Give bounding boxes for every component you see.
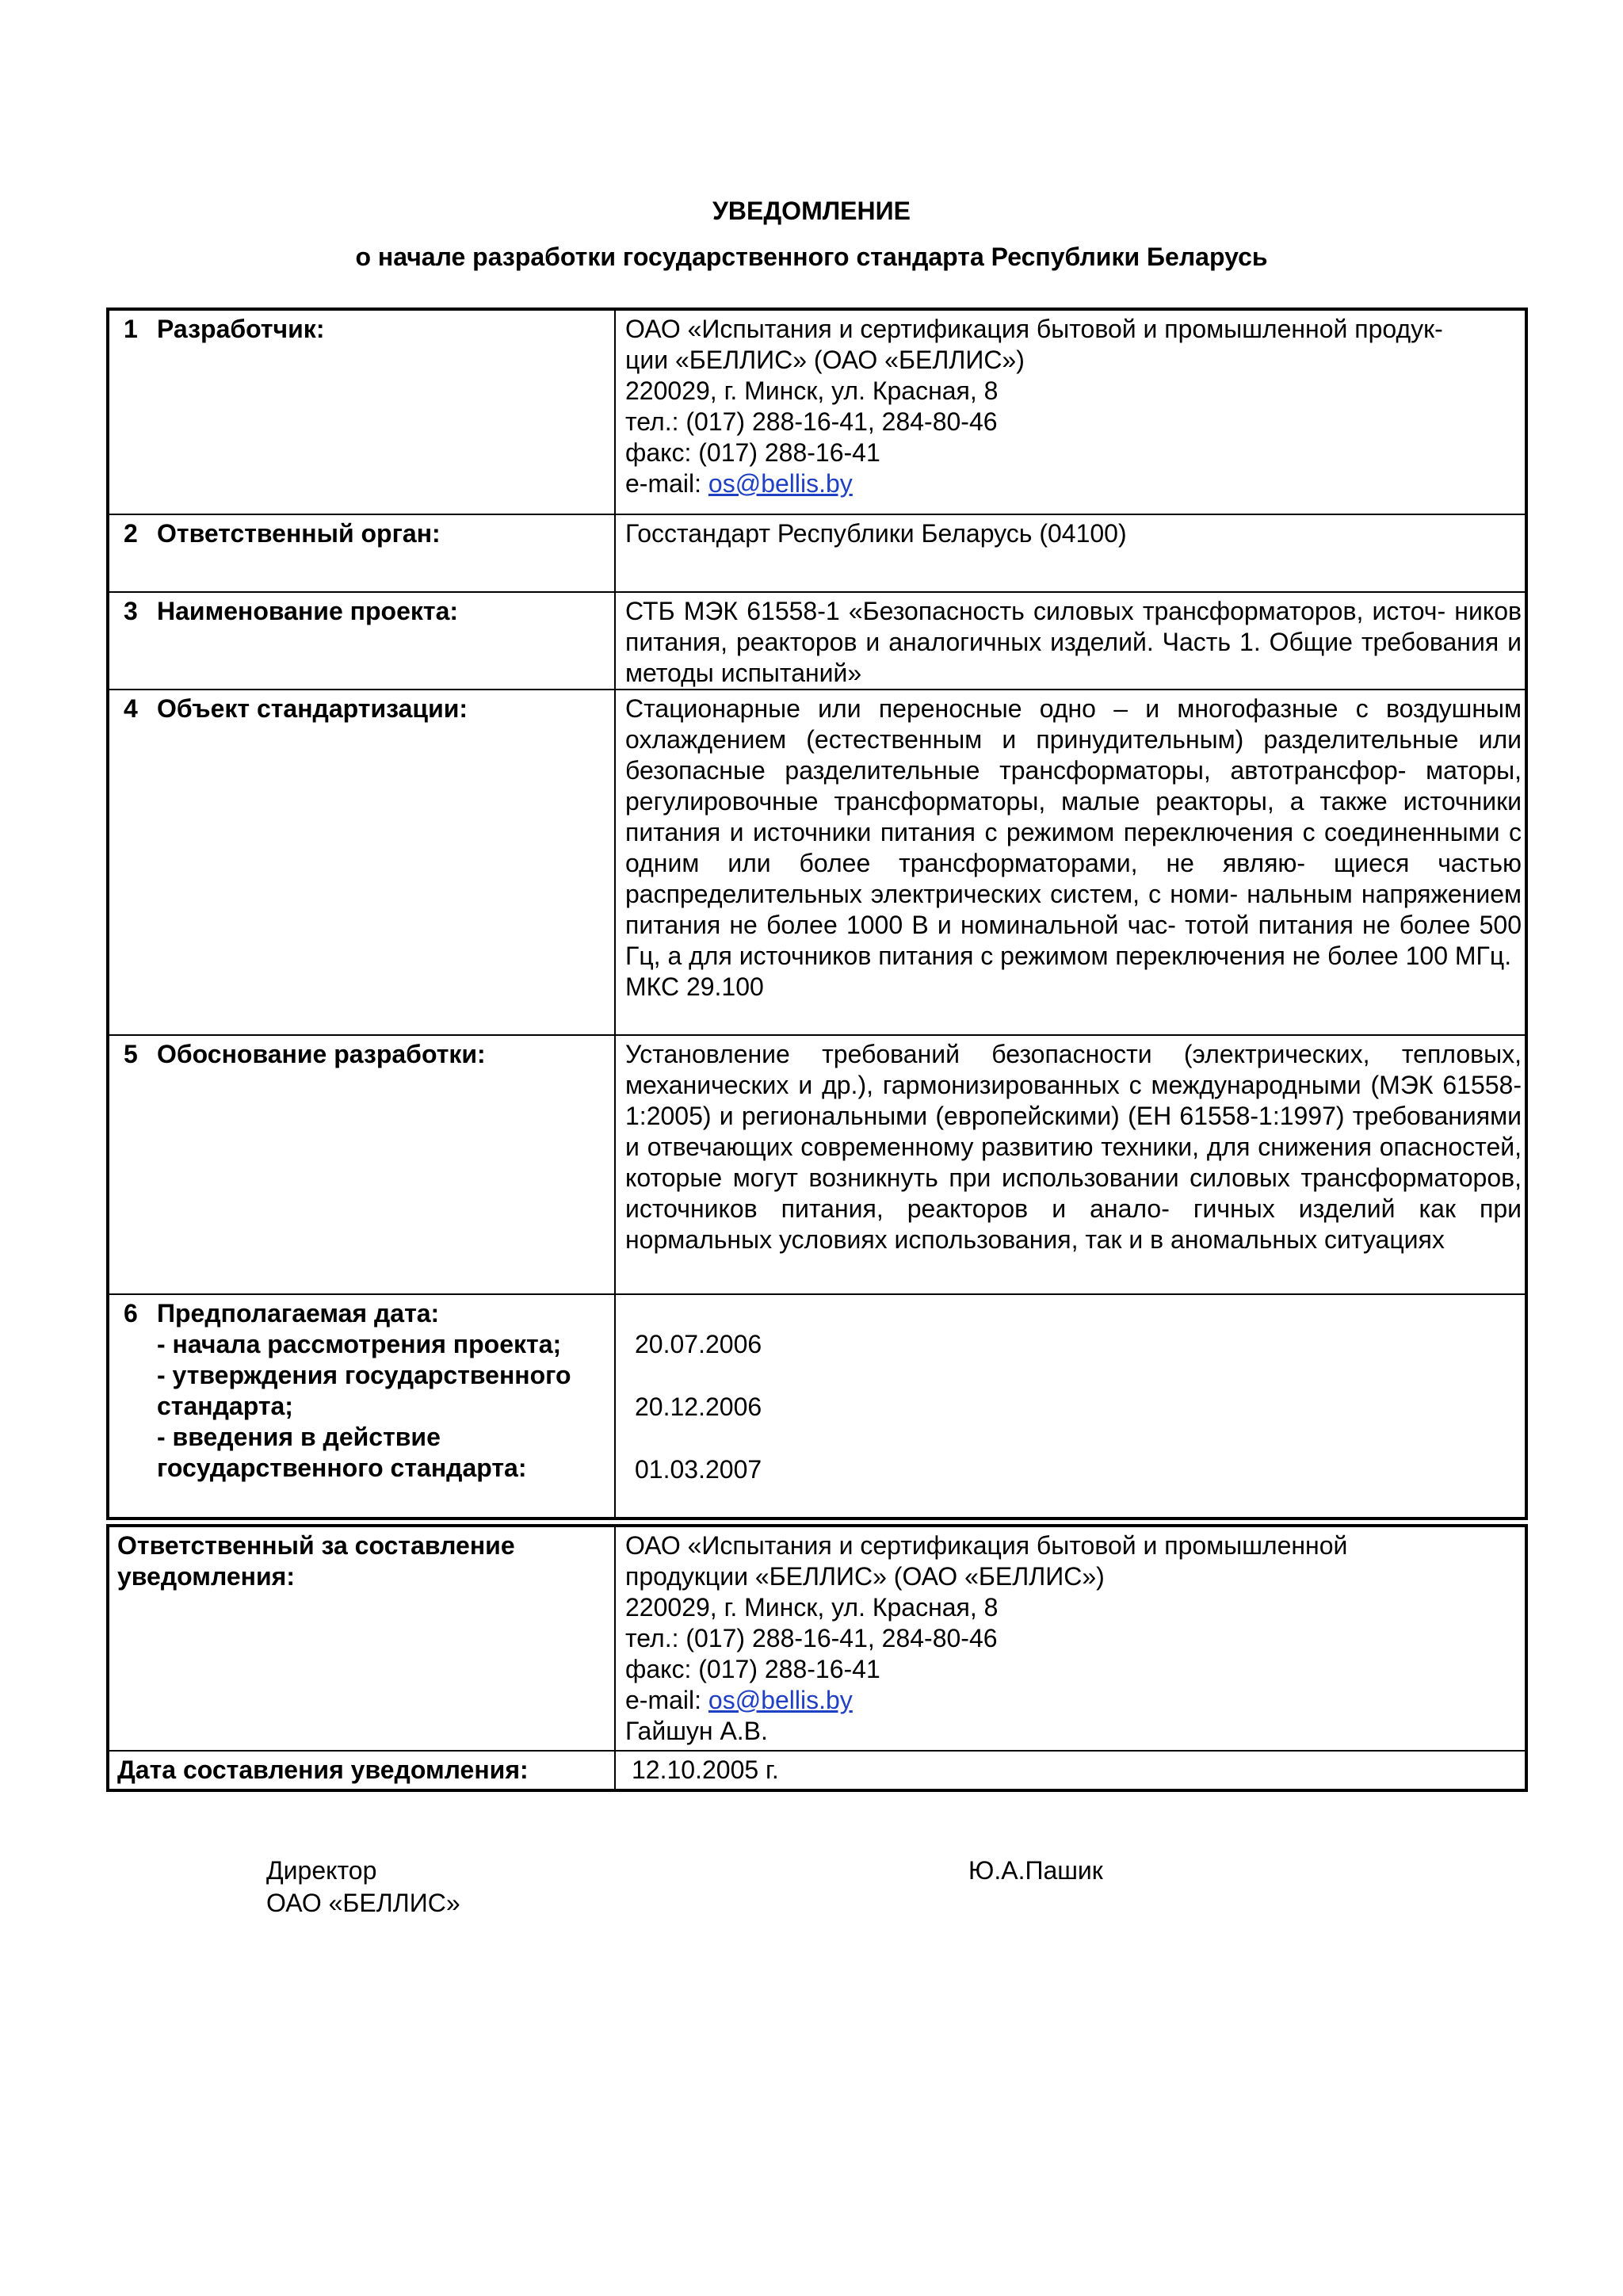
date-approval: 20.12.2006 — [635, 1392, 762, 1421]
responsible-email-row — [625, 1685, 1522, 1716]
document-title: УВЕДОМЛЕНИЕ — [712, 197, 911, 225]
developer-address: 220029, г. Минск, ул. Красная, 8 — [625, 376, 999, 405]
responsible-line: продукции «БЕЛЛИС» (ОАО «БЕЛЛИС») — [625, 1562, 1105, 1591]
table-row — [108, 1751, 1526, 1790]
date-sub-label: - начала рассмотрения проекта; — [157, 1330, 562, 1358]
table-row — [108, 1035, 1526, 1294]
date-effective: 01.03.2007 — [635, 1455, 762, 1484]
developer-email-row — [625, 468, 1522, 499]
table-row — [108, 592, 1526, 690]
table-row — [108, 1294, 1526, 1519]
date-sub-label: - введения в действие — [157, 1423, 441, 1451]
row-number: 4 — [124, 694, 138, 723]
row-number: 5 — [124, 1040, 138, 1068]
responsible-label: уведомления: — [117, 1562, 295, 1591]
row-number: 1 — [124, 315, 138, 343]
responsible-body: Госстандарт Республики Беларусь (04100) — [615, 514, 1526, 592]
project-name: СТБ МЭК 61558-1 «Безопасность силовых трансформаторов, источ- ников питания, реакторов и аналогичных изделий. Часть 1. Общие требования и методы испытаний» — [615, 592, 1526, 690]
developer-line: ции «БЕЛЛИС» (ОАО «БЕЛЛИС») — [625, 346, 1025, 374]
date-row-value: 12.10.2005 г. — [615, 1751, 1526, 1790]
table-row — [108, 514, 1526, 592]
row-label: Обоснование разработки: — [157, 1040, 486, 1068]
responsible-line: ОАО «Испытания и сертификация бытовой и промышленной — [625, 1531, 1348, 1560]
developer-line: ОАО «Испытания и сертификация бытовой и промышленной продук- — [625, 315, 1443, 343]
responsible-fax: факс: (017) 288-16-41 — [625, 1655, 880, 1683]
developer-phone: тел.: (017) 288-16-41, 284-80-46 — [625, 407, 998, 436]
mks-code: МКС 29.100 — [625, 972, 764, 1001]
row-label: Разработчик: — [157, 315, 325, 343]
row-label: Ответственный орган: — [157, 519, 441, 548]
date-sub-label: стандарта; — [157, 1392, 293, 1420]
row-label: Наименование проекта: — [157, 597, 459, 625]
signatory-org: ОАО «БЕЛЛИС» — [266, 1889, 460, 1917]
table-row — [108, 1526, 1526, 1751]
responsible-label: Ответственный за составление — [117, 1531, 515, 1560]
row-number: 3 — [124, 597, 138, 625]
table-row — [108, 690, 1526, 1035]
email-prefix: e-mail: — [625, 469, 708, 498]
notice-table — [106, 308, 1528, 1520]
email-prefix: e-mail: — [625, 1686, 708, 1714]
row-label: Объект стандартизации: — [157, 694, 468, 723]
date-review-start: 20.07.2006 — [635, 1330, 762, 1358]
date-sub-label: - утверждения государственного — [157, 1361, 571, 1389]
row-number: 6 — [124, 1299, 138, 1328]
developer-fax: факс: (017) 288-16-41 — [625, 438, 880, 467]
row-number: 2 — [124, 519, 138, 548]
date-row-label: Дата составления уведомления: — [108, 1751, 615, 1790]
responsible-email-link[interactable]: os@bellis.by — [708, 1686, 853, 1714]
signatory-name: Ю.А.Пашик — [968, 1856, 1103, 1885]
responsible-person: Гайшун А.В. — [625, 1717, 768, 1745]
responsible-address: 220029, г. Минск, ул. Красная, 8 — [625, 1593, 999, 1622]
developer-email-link[interactable]: os@bellis.by — [708, 469, 853, 498]
document-subtitle: о начале разработки государственного стандарта Республики Беларусь — [355, 243, 1268, 271]
responsible-phone: тел.: (017) 288-16-41, 284-80-46 — [625, 1624, 998, 1652]
responsible-table — [106, 1524, 1528, 1792]
table-row — [108, 309, 1526, 514]
standardization-object: Стационарные или переносные одно – и многофазные с воздушным охлаждением (естественным и принудительным) разделительные или безопасные разделительные трансформаторы, автотрансфор- маторы, регулировочные трансформаторы, малые реакторы, а также источники питания и источники питания с режимом переключения с соединенными с одним или более трансформаторами, не являю- щиеся частью распределительных электрических систем, с номи- нальным напряжением питания не более 1000 В и номинальной час- тотой питания не более 500 Гц, а для источников питания с режимом переключения не более 100 МГц. — [625, 694, 1522, 970]
date-sub-label: государственного стандарта: — [157, 1454, 527, 1482]
development-rationale: Установление требований безопасности (электрических, тепловых, механических и др.), гармонизированных с международными (МЭК 61558-1:2005) и региональными (европейскими) (ЕН 61558-1:1997) требованиями и отвечающих современному развитию техники, для снижения опасностей, которые могут возникнуть при использовании силовых трансформаторов, источников питания, реакторов и анало- гичных изделий как при нормальных условиях использования, так и в аномальных ситуациях — [615, 1035, 1526, 1294]
signature-block — [266, 1855, 460, 1920]
row-label: Предполагаемая дата: — [157, 1299, 440, 1328]
signatory-position: Директор — [266, 1856, 377, 1885]
